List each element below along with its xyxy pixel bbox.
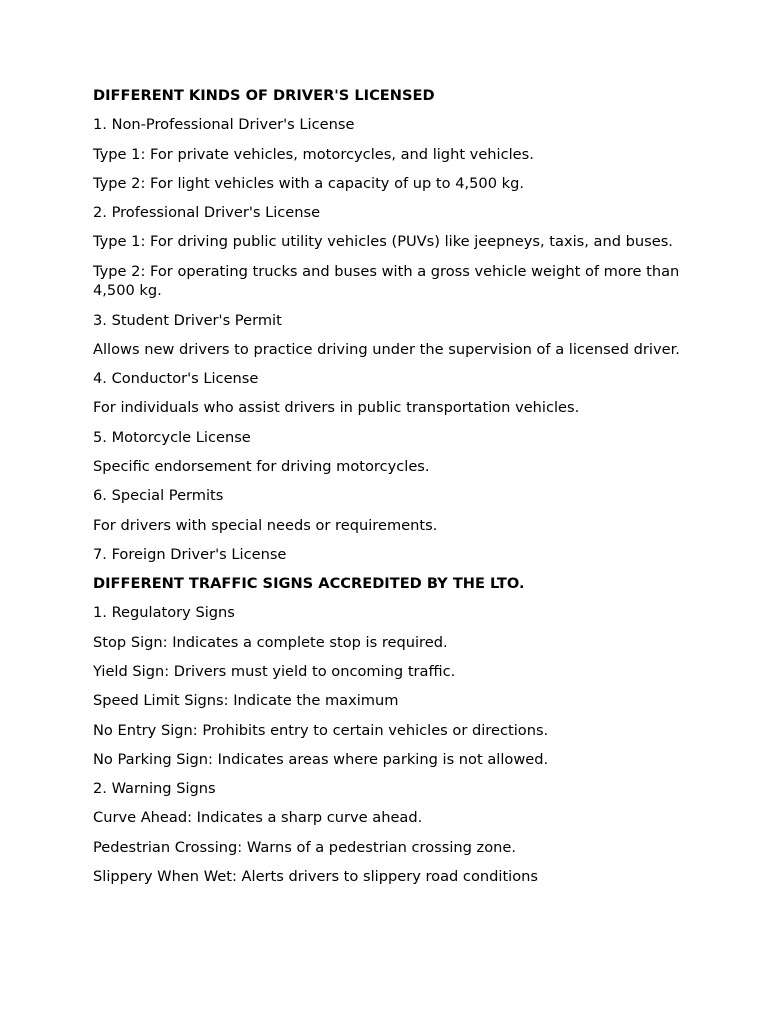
- paragraph-text: For individuals who assist drivers in public transportation vehicles.: [93, 399, 580, 417]
- section-heading-licenses: DIFFERENT KINDS OF DRIVER'S LICENSED: [93, 87, 435, 104]
- paragraph-text: Slippery When Wet: Alerts drivers to slippery road conditions: [93, 867, 539, 885]
- paragraph-text: Type 1: For private vehicles, motorcycles, and light vehicles.: [93, 145, 534, 163]
- list-item-non-professional-license: 1. Non-Professional Driver's License: [93, 116, 355, 134]
- list-item-regulatory-signs: 1. Regulatory Signs: [93, 604, 235, 622]
- paragraph-text: No Entry Sign: Prohibits entry to certain vehicles or directions.: [93, 721, 549, 739]
- paragraph-text: No Parking Sign: Indicates areas where parking is not allowed.: [93, 750, 549, 768]
- paragraph-text: Curve Ahead: Indicates a sharp curve ahead.: [93, 809, 423, 827]
- paragraph-text: Allows new drivers to practice driving under the supervision of a licensed driver.: [93, 340, 680, 358]
- list-item-foreign-license: 7. Foreign Driver's License: [93, 545, 287, 563]
- paragraph-text: Stop Sign: Indicates a complete stop is required.: [93, 633, 448, 651]
- paragraph-text: For drivers with special needs or requirements.: [93, 516, 438, 534]
- list-item-professional-license: 2. Professional Driver's License: [93, 204, 321, 222]
- paragraph-text: Speed Limit Signs: Indicate the maximum: [93, 692, 399, 710]
- list-item-student-permit: 3. Student Driver's Permit: [93, 311, 282, 329]
- section-heading-traffic-signs: DIFFERENT TRAFFIC SIGNS ACCREDITED BY THE LTO.: [93, 575, 525, 593]
- list-item-motorcycle-license: 5. Motorcycle License: [93, 428, 251, 446]
- document-page: [93, 86, 693, 896]
- list-item-conductor-license: 4. Conductor's License: [93, 370, 259, 388]
- paragraph-text: Pedestrian Crossing: Warns of a pedestrian crossing zone.: [93, 838, 516, 856]
- list-item-special-permits: 6. Special Permits: [93, 487, 224, 505]
- paragraph-text: Type 2: For operating trucks and buses with a gross vehicle weight of more than 4,500 kg.: [93, 262, 680, 300]
- list-item-warning-signs: 2. Warning Signs: [93, 780, 216, 798]
- paragraph-text: Specific endorsement for driving motorcycles.: [93, 457, 430, 475]
- paragraph-text: Type 1: For driving public utility vehicles (PUVs) like jeepneys, taxis, and buses.: [93, 233, 673, 251]
- paragraph-text: Yield Sign: Drivers must yield to oncoming traffic.: [93, 662, 456, 680]
- paragraph-text: Type 2: For light vehicles with a capacity of up to 4,500 kg.: [93, 174, 524, 192]
